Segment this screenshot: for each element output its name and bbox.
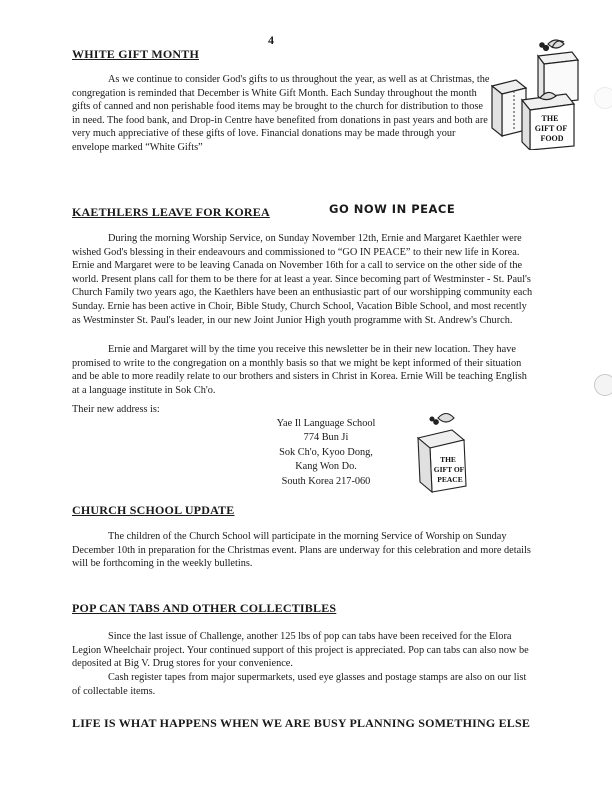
address-line: South Korea 217-060 [281, 475, 371, 487]
page-number: 4 [268, 33, 274, 47]
address-line: Kang Won Do. [295, 461, 357, 473]
address-line: 774 Bun Ji [303, 432, 349, 444]
address-line: Sok Ch'o, Kyoo Dong, [279, 446, 373, 458]
address-line: Yae Il Language School [276, 418, 376, 429]
kaethlers-paragraph-2: Ernie and Margaret will by the time you receive this newsletter be in their new location. They have promised to write to the congregation on a monthly basis so that we might be kept informed of their situation and be able to more readily relate to our brothers and sisters in Christ in Korea. Ernie Will be teaching English at a language institute in Sok Ch'o. [72, 344, 527, 396]
go-now-in-peace-title: GO NOW IN PEACE [329, 202, 456, 216]
white-gift-heading: WHITE GIFT MONTH [72, 47, 199, 61]
gift-food-line1: THE [541, 114, 559, 123]
address-intro: Their new address is: [72, 404, 160, 415]
punch-hole [594, 374, 612, 396]
kaethlers-heading: KAETHLERS LEAVE FOR KOREA [72, 205, 270, 219]
punch-hole [594, 87, 612, 109]
kaethlers-paragraph-1: During the morning Worship Service, on Sunday November 12th, Ernie and Margaret Kaethler were wished God's blessing in their endeavours and commissioned to “GO IN PEACE” to their new life in Korea. Ernie and Margaret were to be leaving Canada on November 16th for a call to service on the other side of the world. Present plans call for them to be there for at least a year. Since becoming part of Westminster - St. Paul's Church Family two years ago, the Kaethlers have been an enthusiastic part of our worshipping community each Sunday. Ernie has been active in Choir, Bible Study, Church School, Vacation Bible School, and most recently as Westminster St. Paul's leader, in our new Joint Junior High youth programme with St. Andrew's Church. [72, 233, 533, 326]
pop-can-paragraph-1: Since the last issue of Challenge, another 125 lbs of pop can tabs have been received for the Elora Legion Wheelchair project. Your continued support of this project is appreciated. Pop can tabs can also now be deposited at Big V. Drug stores for your convenience. [72, 631, 529, 670]
gift-peace-line1: THE [440, 455, 456, 464]
korea-address [226, 417, 426, 489]
church-school-body: The children of the Church School will participate in the morning Service of Worship on Sunday December 10th in preparation for the Christmas event. Plans are underway for this celebration and more details will be forthcoming in the weekly bulletins. [72, 531, 531, 570]
gift-peace-line2: GIFT OF [433, 465, 465, 474]
white-gift-body: As we continue to consider God's gifts to us throughout the year, as well as at Christmas, the congregation is reminded that December is White Gift Month. Each Sunday throughout the month gifts of canned and non perishable food items may be brought to the church for distribution to those in need. The food bank, and Drop-in Centre have benefited from donations in past years and both are very much appreciative of these gifts of love. Financial donations may be made through your envelope marked “White Gifts” [72, 74, 490, 153]
gift-peace-line3: PEACE [437, 475, 463, 484]
gift-food-line2: GIFT OF [534, 124, 568, 133]
gift-of-peace-graphic [412, 408, 478, 494]
pop-can-paragraph-2: Cash register tapes from major supermarkets, used eye glasses and postage stamps are also on our list of collectable items. [72, 672, 527, 697]
gift-food-line3: FOOD [540, 134, 564, 143]
gift-of-food-graphic [486, 34, 586, 150]
pop-can-heading: POP CAN TABS AND OTHER COLLECTIBLES [72, 601, 337, 615]
church-school-heading: CHURCH SCHOOL UPDATE [72, 503, 235, 517]
final-heading: LIFE IS WHAT HAPPENS WHEN WE ARE BUSY PLANNING SOMETHING ELSE [72, 716, 531, 730]
